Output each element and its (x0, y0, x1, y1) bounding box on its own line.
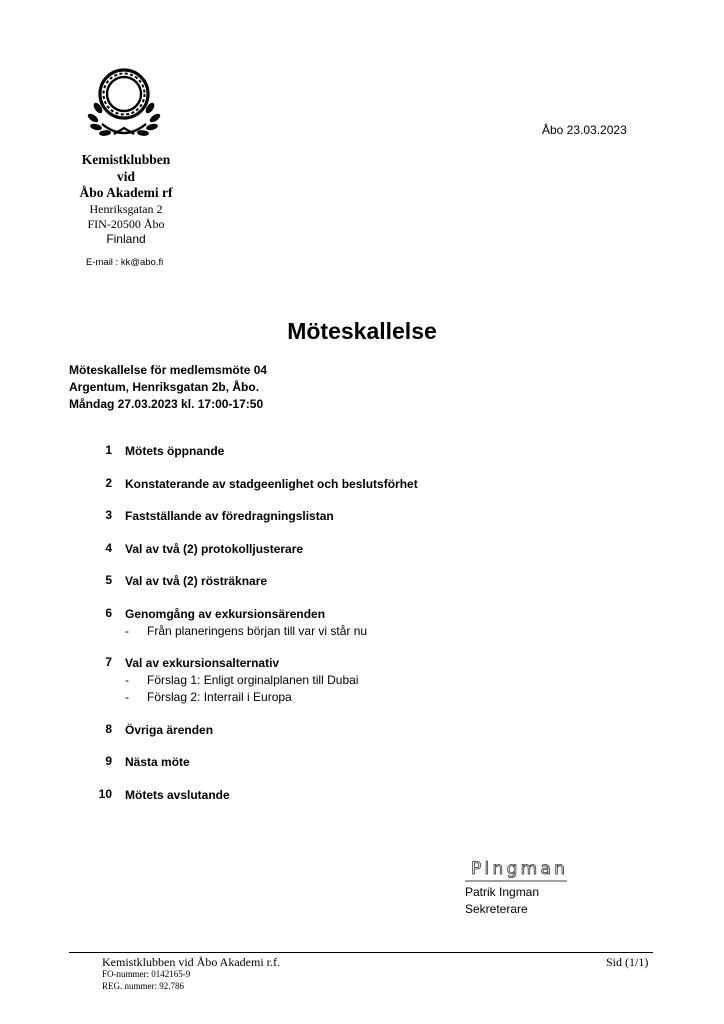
agenda-item-label: Fastställande av föredragningslistan (125, 509, 334, 523)
signatory-role: Sekreterare (465, 902, 528, 916)
agenda-item (86, 508, 586, 525)
agenda-item (86, 443, 586, 460)
org-name-2: vid (116, 168, 135, 184)
agenda-item-label: Nästa möte (125, 755, 190, 769)
agenda-item-number: 2 (105, 475, 112, 490)
meeting-intro (69, 362, 267, 413)
org-street: Henriksgatan 2 (89, 201, 163, 216)
org-country: Finland (106, 231, 146, 246)
subitem-text: Från planeringens början till var vi står nu (147, 623, 368, 638)
footer-fo: FO-nummer: 0142165-9 (102, 969, 191, 979)
org-name-1: Kemistklubben (81, 152, 171, 167)
agenda-subitem (125, 672, 358, 689)
signature-image (465, 854, 569, 884)
agenda-item (86, 722, 586, 739)
org-block (58, 152, 194, 247)
footer-org-info (102, 955, 280, 992)
agenda-item (86, 606, 586, 640)
agenda-item (86, 754, 586, 771)
agenda-item-label: Övriga ärenden (125, 722, 214, 737)
svg-text:Plngman: Plngman (471, 859, 565, 879)
footer-reg: REG. nummer: 92.786 (102, 980, 184, 991)
document-title: Möteskallelse (287, 318, 437, 344)
agenda-item-number: 8 (105, 721, 112, 736)
subitem-bullet: - (125, 673, 129, 687)
club-logo (84, 66, 164, 142)
agenda-list (86, 443, 586, 819)
org-postal: FIN-20500 Åbo (87, 216, 165, 231)
org-email: E-mail : kk@abo.fi (86, 257, 164, 268)
agenda-item-label: Mötets öppnande (125, 444, 225, 458)
signatory-name: Patrik Ingman (465, 885, 540, 899)
subitem-bullet: - (125, 623, 129, 638)
intro-line: Argentum, Henriksgatan 2b, Åbo. (69, 380, 260, 394)
agenda-item-number: 7 (105, 655, 112, 669)
footer-org: Kemistklubben vid Åbo Akademi r.f. (102, 955, 280, 969)
org-name-3: Åbo Akademi rf (79, 185, 173, 200)
subitem-text: Förslag 2: Interrail i Europa (147, 690, 292, 704)
signatory (465, 884, 539, 918)
agenda-subitem (125, 623, 367, 640)
agenda-item-number: 3 (105, 508, 112, 522)
intro-line: Måndag 27.03.2023 kl. 17:00-17:50 (69, 397, 264, 411)
agenda-item (86, 787, 586, 804)
agenda-item-number: 4 (105, 540, 112, 555)
agenda-item-label: Konstaterande av stadgeenlighet och beslutsförhet (125, 476, 418, 491)
subitem-bullet: - (125, 690, 129, 704)
footer-divider (69, 952, 653, 953)
agenda-item-label: Val av två (2) protokolljusterare (125, 541, 304, 556)
agenda-item-label: Mötets avslutande (125, 787, 230, 802)
agenda-item (86, 573, 586, 590)
agenda-item (86, 655, 586, 706)
agenda-item-number: 1 (105, 443, 112, 457)
agenda-subitem (125, 689, 358, 706)
agenda-item-label: Genomgång av exkursionsärenden (125, 606, 326, 621)
agenda-item-number: 9 (105, 754, 112, 768)
agenda-item-number: 10 (98, 786, 112, 801)
subitem-text: Förslag 1: Enligt orginalplanen till Dubai (147, 673, 359, 687)
agenda-item (86, 541, 586, 558)
intro-line: Möteskallelse för medlemsmöte 04 (69, 363, 268, 377)
agenda-item-number: 6 (105, 605, 112, 620)
document-date: Åbo 23.03.2023 (542, 123, 627, 137)
agenda-item-label: Val av exkursionsalternativ (125, 656, 280, 670)
agenda-item (86, 476, 586, 493)
agenda-item-number: 5 (105, 573, 112, 587)
agenda-item-label: Val av två (2) rösträknare (125, 574, 268, 588)
page-number: Sid (1/1) (606, 955, 649, 969)
